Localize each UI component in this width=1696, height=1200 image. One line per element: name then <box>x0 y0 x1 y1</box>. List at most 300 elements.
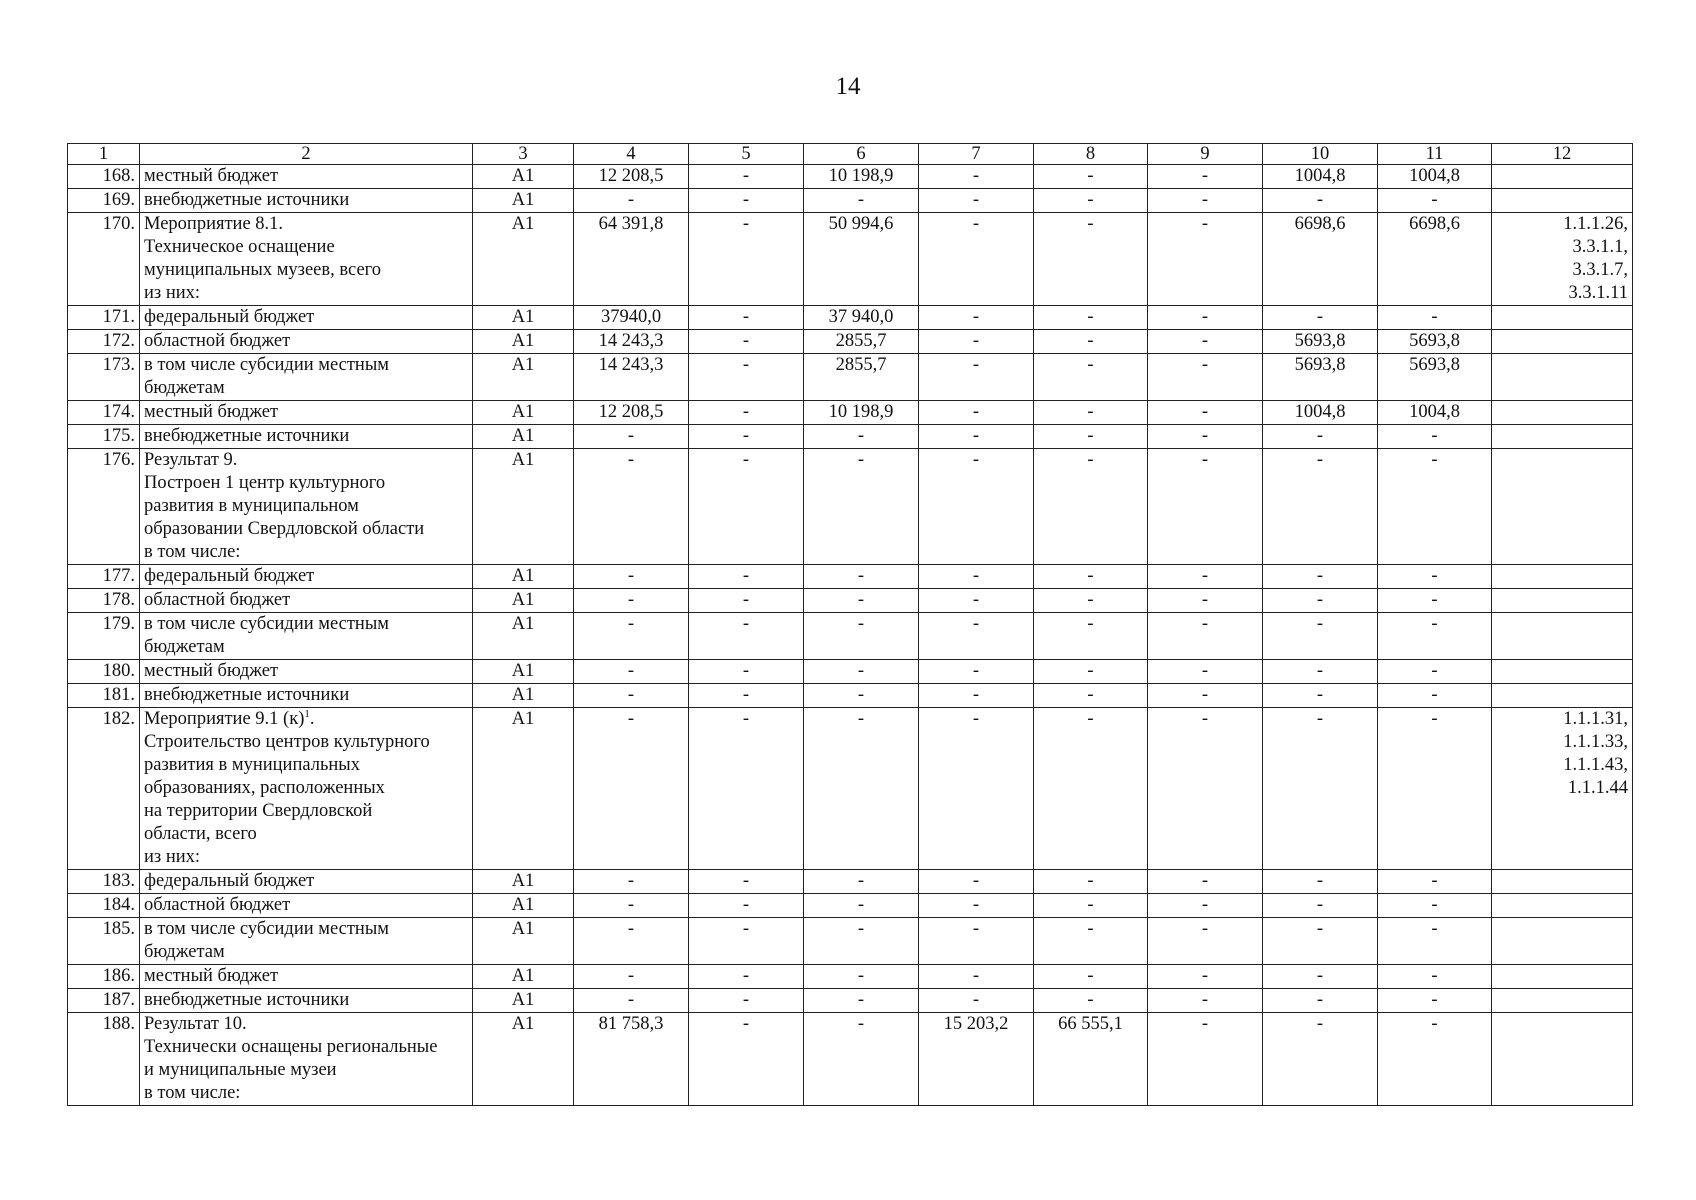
description-text: местный бюджет <box>144 661 279 681</box>
value-cell: - <box>804 918 919 965</box>
value-cell: 14 243,3 <box>574 354 689 401</box>
value-cell: - <box>689 425 804 449</box>
value-cell: - <box>1148 401 1263 425</box>
value-cell: - <box>919 189 1034 213</box>
value-cell: 12 208,5 <box>574 401 689 425</box>
value-cell: - <box>1148 330 1263 354</box>
source-code-cell: А1 <box>473 918 574 965</box>
header-cell: 5 <box>689 144 804 165</box>
footnote-suffix: . <box>309 709 315 729</box>
value-cell: - <box>1034 870 1148 894</box>
value-cell: - <box>1148 306 1263 330</box>
value-cell: - <box>1378 965 1492 989</box>
source-code-cell: А1 <box>473 870 574 894</box>
value-cell: - <box>1148 354 1263 401</box>
value-cell: - <box>689 684 804 708</box>
value-cell: - <box>1148 613 1263 660</box>
row-number-cell: 169. <box>68 189 140 213</box>
value-cell: - <box>1148 425 1263 449</box>
header-cell: 2 <box>140 144 473 165</box>
value-cell: - <box>1034 330 1148 354</box>
value-cell: - <box>1378 613 1492 660</box>
source-code-cell: А1 <box>473 425 574 449</box>
value-cell: 50 994,6 <box>804 213 919 306</box>
reference-cell <box>1492 425 1633 449</box>
description-text: и муниципальные музеи <box>144 1060 337 1080</box>
description-cell <box>140 708 473 870</box>
value-cell: - <box>574 425 689 449</box>
value-cell: - <box>1034 589 1148 613</box>
value-cell: - <box>1148 708 1263 870</box>
value-cell: - <box>919 425 1034 449</box>
row-number-cell: 174. <box>68 401 140 425</box>
value-cell: - <box>919 589 1034 613</box>
value-cell: - <box>1034 894 1148 918</box>
reference-cell <box>1492 589 1633 613</box>
description-line <box>144 636 468 659</box>
value-cell: - <box>919 449 1034 565</box>
description-line <box>144 306 468 329</box>
value-cell: - <box>1378 449 1492 565</box>
description-cell <box>140 165 473 189</box>
description-text: бюджетам <box>144 942 225 962</box>
description-line <box>144 589 468 612</box>
description-line <box>144 259 468 282</box>
value-cell: - <box>1263 660 1378 684</box>
table-row <box>68 330 1633 354</box>
reference-line: 1.1.1.33, <box>1563 732 1628 752</box>
source-code-cell: А1 <box>473 989 574 1013</box>
value-cell: 1004,8 <box>1378 401 1492 425</box>
description-text: области, всего <box>144 824 257 844</box>
value-cell: - <box>574 189 689 213</box>
description-text: Мероприятие 8.1. <box>144 214 284 234</box>
row-number-cell: 182. <box>68 708 140 870</box>
reference-cell <box>1492 165 1633 189</box>
value-cell: - <box>1148 165 1263 189</box>
source-code-cell: А1 <box>473 684 574 708</box>
description-line <box>144 708 468 731</box>
description-text: в том числе субсидии местным <box>144 355 389 375</box>
value-cell: - <box>919 354 1034 401</box>
table-row <box>68 684 1633 708</box>
description-line <box>144 918 468 941</box>
reference-line: 1.1.1.26, <box>1563 214 1628 234</box>
value-cell: - <box>1034 965 1148 989</box>
source-code-cell: А1 <box>473 565 574 589</box>
value-cell: - <box>574 965 689 989</box>
table-row <box>68 894 1633 918</box>
value-cell: - <box>689 165 804 189</box>
description-cell <box>140 660 473 684</box>
value-cell: - <box>689 1013 804 1106</box>
value-cell: - <box>919 613 1034 660</box>
value-cell: - <box>689 401 804 425</box>
value-cell: - <box>1378 708 1492 870</box>
value-cell: - <box>919 870 1034 894</box>
reference-cell <box>1492 918 1633 965</box>
description-line <box>144 800 468 823</box>
reference-cell <box>1492 189 1633 213</box>
value-cell: - <box>1148 1013 1263 1106</box>
value-cell: - <box>804 425 919 449</box>
description-line <box>144 1082 468 1105</box>
description-text: развития в муниципальных <box>144 755 360 775</box>
description-line <box>144 565 468 588</box>
description-line <box>144 518 468 541</box>
value-cell: - <box>804 894 919 918</box>
row-number-cell: 175. <box>68 425 140 449</box>
description-cell <box>140 565 473 589</box>
description-text: областной бюджет <box>144 895 291 915</box>
table-row <box>68 1013 1633 1106</box>
value-cell: - <box>804 660 919 684</box>
description-text: внебюджетные источники <box>144 426 350 446</box>
description-line <box>144 613 468 636</box>
value-cell: - <box>919 565 1034 589</box>
source-code-cell: А1 <box>473 306 574 330</box>
description-text: Технически оснащены региональные <box>144 1037 438 1057</box>
value-cell: 2855,7 <box>804 354 919 401</box>
table-row <box>68 165 1633 189</box>
value-cell: - <box>1378 660 1492 684</box>
row-number-cell: 171. <box>68 306 140 330</box>
row-number-cell: 180. <box>68 660 140 684</box>
description-text: Результат 9. <box>144 450 238 470</box>
value-cell: - <box>689 989 804 1013</box>
row-number-cell: 177. <box>68 565 140 589</box>
value-cell: - <box>1263 1013 1378 1106</box>
description-line <box>144 823 468 846</box>
value-cell: - <box>1148 660 1263 684</box>
reference-line: 3.3.1.11 <box>1568 283 1628 303</box>
value-cell: 2855,7 <box>804 330 919 354</box>
value-cell: 5693,8 <box>1378 354 1492 401</box>
table-row <box>68 189 1633 213</box>
value-cell: - <box>574 894 689 918</box>
value-cell: - <box>689 894 804 918</box>
value-cell: - <box>1148 213 1263 306</box>
value-cell: - <box>1263 425 1378 449</box>
description-text: внебюджетные источники <box>144 990 350 1010</box>
description-cell <box>140 449 473 565</box>
description-line <box>144 541 468 564</box>
description-cell <box>140 425 473 449</box>
value-cell: - <box>1378 870 1492 894</box>
value-cell: 5693,8 <box>1263 330 1378 354</box>
source-code-cell: А1 <box>473 165 574 189</box>
table-row <box>68 449 1633 565</box>
value-cell: - <box>1378 565 1492 589</box>
value-cell: 10 198,9 <box>804 401 919 425</box>
description-cell <box>140 684 473 708</box>
value-cell: - <box>919 965 1034 989</box>
source-code-cell: А1 <box>473 589 574 613</box>
value-cell: 5693,8 <box>1263 354 1378 401</box>
description-line <box>144 731 468 754</box>
table-row <box>68 989 1633 1013</box>
value-cell: - <box>689 870 804 894</box>
description-cell <box>140 613 473 660</box>
value-cell: - <box>574 565 689 589</box>
value-cell: - <box>1034 189 1148 213</box>
description-text: федеральный бюджет <box>144 871 315 891</box>
description-text: бюджетам <box>144 378 225 398</box>
table-row <box>68 613 1633 660</box>
value-cell: 81 758,3 <box>574 1013 689 1106</box>
description-line <box>144 213 468 236</box>
value-cell: - <box>1378 684 1492 708</box>
value-cell: - <box>574 449 689 565</box>
reference-cell <box>1492 660 1633 684</box>
description-cell <box>140 306 473 330</box>
table-row <box>68 306 1633 330</box>
description-line <box>144 236 468 259</box>
description-text: образовании Свердловской области <box>144 519 425 539</box>
value-cell: - <box>1034 708 1148 870</box>
value-cell: - <box>1378 989 1492 1013</box>
reference-cell <box>1492 613 1633 660</box>
description-cell <box>140 918 473 965</box>
value-cell: 10 198,9 <box>804 165 919 189</box>
value-cell: - <box>1034 613 1148 660</box>
value-cell: 15 203,2 <box>919 1013 1034 1106</box>
value-cell: - <box>689 330 804 354</box>
header-cell: 6 <box>804 144 919 165</box>
value-cell: - <box>804 870 919 894</box>
value-cell: - <box>1148 565 1263 589</box>
value-cell: - <box>1034 354 1148 401</box>
value-cell: - <box>689 708 804 870</box>
table-row <box>68 870 1633 894</box>
value-cell: - <box>919 708 1034 870</box>
reference-cell <box>1492 401 1633 425</box>
reference-cell <box>1492 213 1633 306</box>
value-cell: 1004,8 <box>1263 401 1378 425</box>
header-cell: 9 <box>1148 144 1263 165</box>
value-cell: - <box>804 965 919 989</box>
value-cell: - <box>1263 449 1378 565</box>
reference-cell <box>1492 965 1633 989</box>
value-cell: - <box>804 189 919 213</box>
value-cell: - <box>689 449 804 565</box>
reference-line: 1.1.1.31, <box>1563 709 1628 729</box>
reference-cell <box>1492 565 1633 589</box>
value-cell: 6698,6 <box>1263 213 1378 306</box>
description-text: на территории Свердловской <box>144 801 373 821</box>
value-cell: - <box>689 918 804 965</box>
value-cell: - <box>919 306 1034 330</box>
reference-cell <box>1492 306 1633 330</box>
value-cell: - <box>1263 589 1378 613</box>
description-cell <box>140 330 473 354</box>
value-cell: - <box>1148 589 1263 613</box>
table-row <box>68 965 1633 989</box>
value-cell: - <box>1034 565 1148 589</box>
value-cell: - <box>574 989 689 1013</box>
value-cell: - <box>1148 684 1263 708</box>
value-cell: - <box>1034 449 1148 565</box>
row-number-cell: 186. <box>68 965 140 989</box>
value-cell: - <box>1378 425 1492 449</box>
header-row <box>68 144 1633 165</box>
value-cell: - <box>574 918 689 965</box>
description-line <box>144 165 468 188</box>
description-line <box>144 282 468 305</box>
value-cell: 64 391,8 <box>574 213 689 306</box>
value-cell: 5693,8 <box>1378 330 1492 354</box>
value-cell: - <box>804 613 919 660</box>
value-cell: - <box>689 565 804 589</box>
description-text: областной бюджет <box>144 590 291 610</box>
description-cell <box>140 589 473 613</box>
value-cell: - <box>1263 918 1378 965</box>
description-text: из них: <box>144 283 201 303</box>
value-cell: - <box>689 354 804 401</box>
reference-line: 1.1.1.44 <box>1567 778 1628 798</box>
value-cell: - <box>919 330 1034 354</box>
description-cell <box>140 401 473 425</box>
description-text: областной бюджет <box>144 331 291 351</box>
value-cell: - <box>1034 918 1148 965</box>
table-row <box>68 425 1633 449</box>
value-cell: - <box>804 989 919 1013</box>
value-cell: 14 243,3 <box>574 330 689 354</box>
row-number-cell: 181. <box>68 684 140 708</box>
reference-cell <box>1492 708 1633 870</box>
description-cell <box>140 870 473 894</box>
row-number-cell: 184. <box>68 894 140 918</box>
value-cell: - <box>689 965 804 989</box>
value-cell: - <box>1034 401 1148 425</box>
value-cell: - <box>1378 589 1492 613</box>
value-cell: 1004,8 <box>1263 165 1378 189</box>
source-code-cell: А1 <box>473 354 574 401</box>
value-cell: 6698,6 <box>1378 213 1492 306</box>
value-cell: - <box>574 708 689 870</box>
row-number-cell: 187. <box>68 989 140 1013</box>
description-line <box>144 1059 468 1082</box>
description-text: Строительство центров культурного <box>144 732 430 752</box>
budget-table <box>67 143 1633 1106</box>
value-cell: - <box>1263 708 1378 870</box>
value-cell: - <box>1263 894 1378 918</box>
description-line <box>144 449 468 472</box>
description-text: Построен 1 центр культурного <box>144 473 386 493</box>
source-code-cell: А1 <box>473 660 574 684</box>
reference-cell <box>1492 1013 1633 1106</box>
description-line <box>144 660 468 683</box>
value-cell: - <box>1378 1013 1492 1106</box>
description-text: в том числе субсидии местным <box>144 614 389 634</box>
row-number-cell: 168. <box>68 165 140 189</box>
value-cell: - <box>689 660 804 684</box>
description-line <box>144 684 468 707</box>
table-row <box>68 918 1633 965</box>
reference-cell <box>1492 684 1633 708</box>
value-cell: - <box>804 449 919 565</box>
reference-line: 1.1.1.43, <box>1563 755 1628 775</box>
description-text: внебюджетные источники <box>144 685 350 705</box>
description-text: в том числе: <box>144 1083 241 1103</box>
header-cell: 8 <box>1034 144 1148 165</box>
value-cell: - <box>689 613 804 660</box>
description-line <box>144 401 468 424</box>
row-number-cell: 176. <box>68 449 140 565</box>
reference-line: 3.3.1.7, <box>1572 260 1628 280</box>
description-text: в том числе: <box>144 542 241 562</box>
description-line <box>144 894 468 917</box>
value-cell: - <box>919 918 1034 965</box>
description-cell <box>140 965 473 989</box>
value-cell: - <box>1263 965 1378 989</box>
value-cell: - <box>1263 613 1378 660</box>
description-line <box>144 870 468 893</box>
source-code-cell: А1 <box>473 189 574 213</box>
description-text: местный бюджет <box>144 402 279 422</box>
header-cell: 11 <box>1378 144 1492 165</box>
row-number-cell: 178. <box>68 589 140 613</box>
reference-cell <box>1492 870 1633 894</box>
value-cell: - <box>574 589 689 613</box>
description-text: образованиях, расположенных <box>144 778 385 798</box>
table-row <box>68 401 1633 425</box>
row-number-cell: 173. <box>68 354 140 401</box>
table-row <box>68 213 1633 306</box>
row-number-cell: 188. <box>68 1013 140 1106</box>
table-row <box>68 565 1633 589</box>
value-cell: - <box>804 1013 919 1106</box>
reference-cell <box>1492 449 1633 565</box>
description-cell <box>140 1013 473 1106</box>
table-body <box>68 144 1633 1106</box>
description-line <box>144 495 468 518</box>
value-cell: - <box>1263 684 1378 708</box>
value-cell: - <box>1034 684 1148 708</box>
source-code-cell: А1 <box>473 213 574 306</box>
value-cell: 12 208,5 <box>574 165 689 189</box>
value-cell: - <box>1263 306 1378 330</box>
row-number-cell: 179. <box>68 613 140 660</box>
description-text: из них: <box>144 847 201 867</box>
source-code-cell: А1 <box>473 965 574 989</box>
value-cell: - <box>804 708 919 870</box>
value-cell: - <box>804 565 919 589</box>
value-cell: - <box>919 165 1034 189</box>
value-cell: - <box>1148 989 1263 1013</box>
description-line <box>144 754 468 777</box>
description-cell <box>140 213 473 306</box>
row-number-cell: 185. <box>68 918 140 965</box>
value-cell: - <box>1378 918 1492 965</box>
value-cell: - <box>1034 306 1148 330</box>
description-cell <box>140 354 473 401</box>
value-cell: 37 940,0 <box>804 306 919 330</box>
description-line <box>144 354 468 377</box>
description-cell <box>140 989 473 1013</box>
description-text: Мероприятие 9.1 (к) <box>144 709 305 729</box>
value-cell: - <box>1263 189 1378 213</box>
value-cell: - <box>804 589 919 613</box>
value-cell: - <box>1034 425 1148 449</box>
source-code-cell: А1 <box>473 708 574 870</box>
description-line <box>144 425 468 448</box>
description-cell <box>140 894 473 918</box>
value-cell: - <box>1148 449 1263 565</box>
table-row <box>68 354 1633 401</box>
description-text: местный бюджет <box>144 166 279 186</box>
reference-cell <box>1492 330 1633 354</box>
